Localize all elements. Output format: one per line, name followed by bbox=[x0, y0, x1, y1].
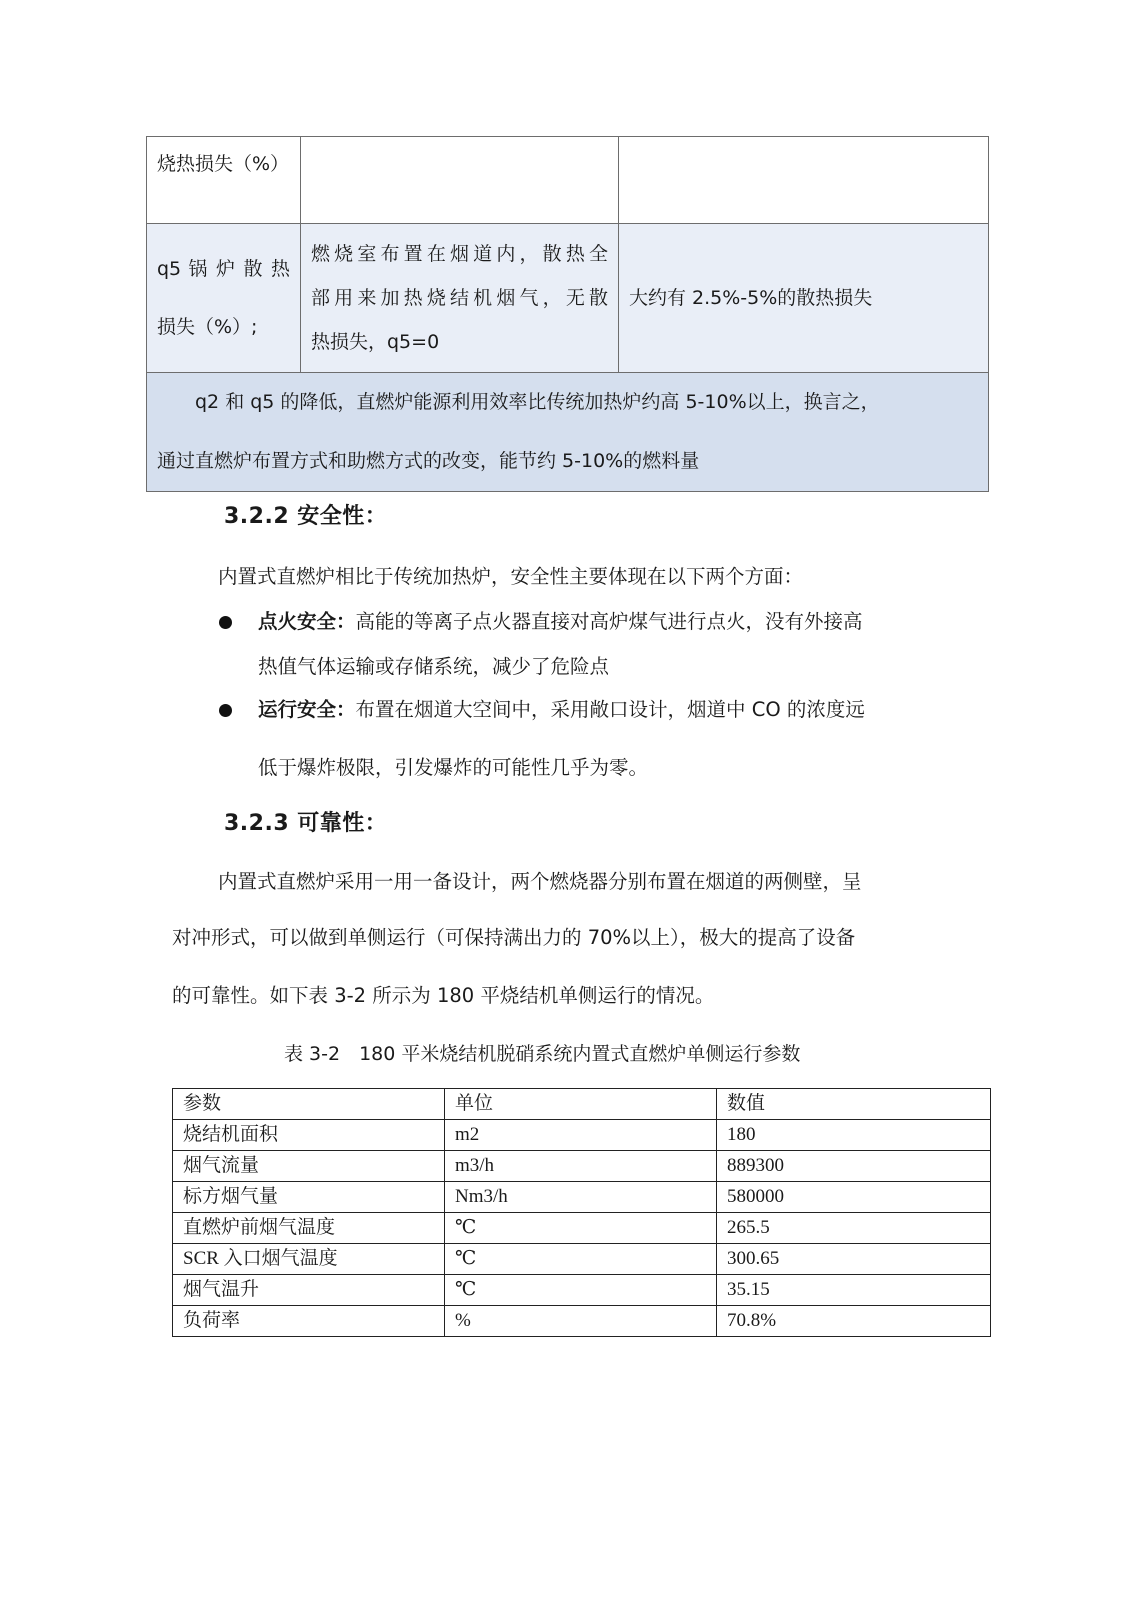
traditional-furnace-cell: 大约有 2.5%-5%的散热损失 bbox=[619, 224, 989, 373]
table-cell: ℃ bbox=[445, 1213, 717, 1244]
table-cell: 负荷率 bbox=[173, 1306, 445, 1337]
row-label bbox=[147, 224, 301, 373]
table-row bbox=[173, 1151, 991, 1182]
paragraph: 的可靠性。如下表 3-2 所示为 180 平烧结机单侧运行的情况。 bbox=[172, 984, 715, 1007]
section-heading: 3.2.2 安全性： bbox=[224, 504, 388, 529]
cell-line: 燃烧室布置在烟道内，散热全 bbox=[311, 243, 608, 265]
table-cell: m2 bbox=[445, 1120, 717, 1151]
table-cell: 标方烟气量 bbox=[173, 1182, 445, 1213]
summary-cell bbox=[147, 373, 989, 492]
bullet-item bbox=[258, 694, 865, 725]
table-row bbox=[173, 1213, 991, 1244]
table-cell: ℃ bbox=[445, 1244, 717, 1275]
table-row bbox=[147, 373, 989, 492]
paragraph: 内置式直燃炉相比于传统加热炉，安全性主要体现在以下两个方面： bbox=[218, 565, 804, 588]
table-row bbox=[173, 1182, 991, 1213]
table-cell: 烧结机面积 bbox=[173, 1120, 445, 1151]
paragraph: 对冲形式，可以做到单侧运行（可保持满出力的 70%以上），极大的提高了设备 bbox=[172, 926, 856, 949]
table-cell: ℃ bbox=[445, 1275, 717, 1306]
table-cell: 265.5 bbox=[717, 1213, 991, 1244]
table-cell: SCR 入口烟气温度 bbox=[173, 1244, 445, 1275]
table-cell: 300.65 bbox=[717, 1244, 991, 1275]
table-cell: 70.8% bbox=[717, 1306, 991, 1337]
bullet-text: 布置在烟道大空间中，采用敞口设计，烟道中 CO 的浓度远 bbox=[355, 698, 865, 721]
parameter-table bbox=[172, 1088, 990, 1337]
label-line: 损失（%）; bbox=[157, 316, 258, 338]
direct-furnace-cell bbox=[301, 224, 619, 373]
table-row bbox=[147, 137, 989, 224]
table-cell: 35.15 bbox=[717, 1275, 991, 1306]
cell-line: 部用来加热烧结机烟气，无散 bbox=[311, 287, 608, 309]
bullet-title: 运行安全： bbox=[258, 698, 356, 721]
table-cell: m3/h bbox=[445, 1151, 717, 1182]
paragraph: 内置式直燃炉采用一用一备设计，两个燃烧器分别布置在烟道的两侧壁，呈 bbox=[218, 870, 862, 893]
table-row bbox=[173, 1244, 991, 1275]
table-cell: 直燃炉前烟气温度 bbox=[173, 1213, 445, 1244]
table-row bbox=[173, 1306, 991, 1337]
table-caption: 表 3-2 180 平米烧结机脱硝系统内置式直燃炉单侧运行参数 bbox=[284, 1043, 801, 1065]
section-heading: 3.2.3 可靠性： bbox=[224, 811, 388, 836]
cell-line: 热损失，q5=0 bbox=[311, 331, 440, 353]
table-cell: 烟气流量 bbox=[173, 1151, 445, 1182]
label-line: q5 锅 炉 散 热 bbox=[157, 258, 290, 280]
table-row bbox=[147, 224, 989, 373]
table-cell: 889300 bbox=[717, 1151, 991, 1182]
bullet-item-continuation: 低于爆炸极限，引发爆炸的可能性几乎为零。 bbox=[258, 756, 649, 779]
header-cell: 参数 bbox=[173, 1089, 445, 1120]
table-row bbox=[173, 1120, 991, 1151]
direct-furnace-cell bbox=[301, 137, 619, 224]
traditional-furnace-cell bbox=[619, 137, 989, 224]
summary-line: 通过直燃炉布置方式和助燃方式的改变，能节约 5-10%的燃料量 bbox=[157, 450, 700, 472]
table-cell: 580000 bbox=[717, 1182, 991, 1213]
header-cell: 数值 bbox=[717, 1089, 991, 1120]
bullet-title: 点火安全： bbox=[258, 610, 356, 633]
table-cell: 烟气温升 bbox=[173, 1275, 445, 1306]
bullet-text: 高能的等离子点火器直接对高炉煤气进行点火，没有外接高 bbox=[355, 610, 863, 633]
bullet-icon bbox=[219, 704, 232, 717]
table-cell: 180 bbox=[717, 1120, 991, 1151]
summary-line: q2 和 q5 的降低，直燃炉能源利用效率比传统加热炉约高 5-10%以上，换言之， bbox=[195, 391, 880, 413]
table-cell: % bbox=[445, 1306, 717, 1337]
bullet-icon bbox=[219, 616, 232, 629]
table-cell: Nm3/h bbox=[445, 1182, 717, 1213]
header-cell: 单位 bbox=[445, 1089, 717, 1120]
comparison-table bbox=[146, 136, 988, 492]
table-header-row bbox=[173, 1089, 991, 1120]
row-label: 烧热损失（%） bbox=[147, 137, 301, 224]
table-row bbox=[173, 1275, 991, 1306]
bullet-item-continuation: 热值气体运输或存储系统，减少了危险点 bbox=[258, 655, 610, 678]
bullet-item bbox=[258, 606, 863, 637]
